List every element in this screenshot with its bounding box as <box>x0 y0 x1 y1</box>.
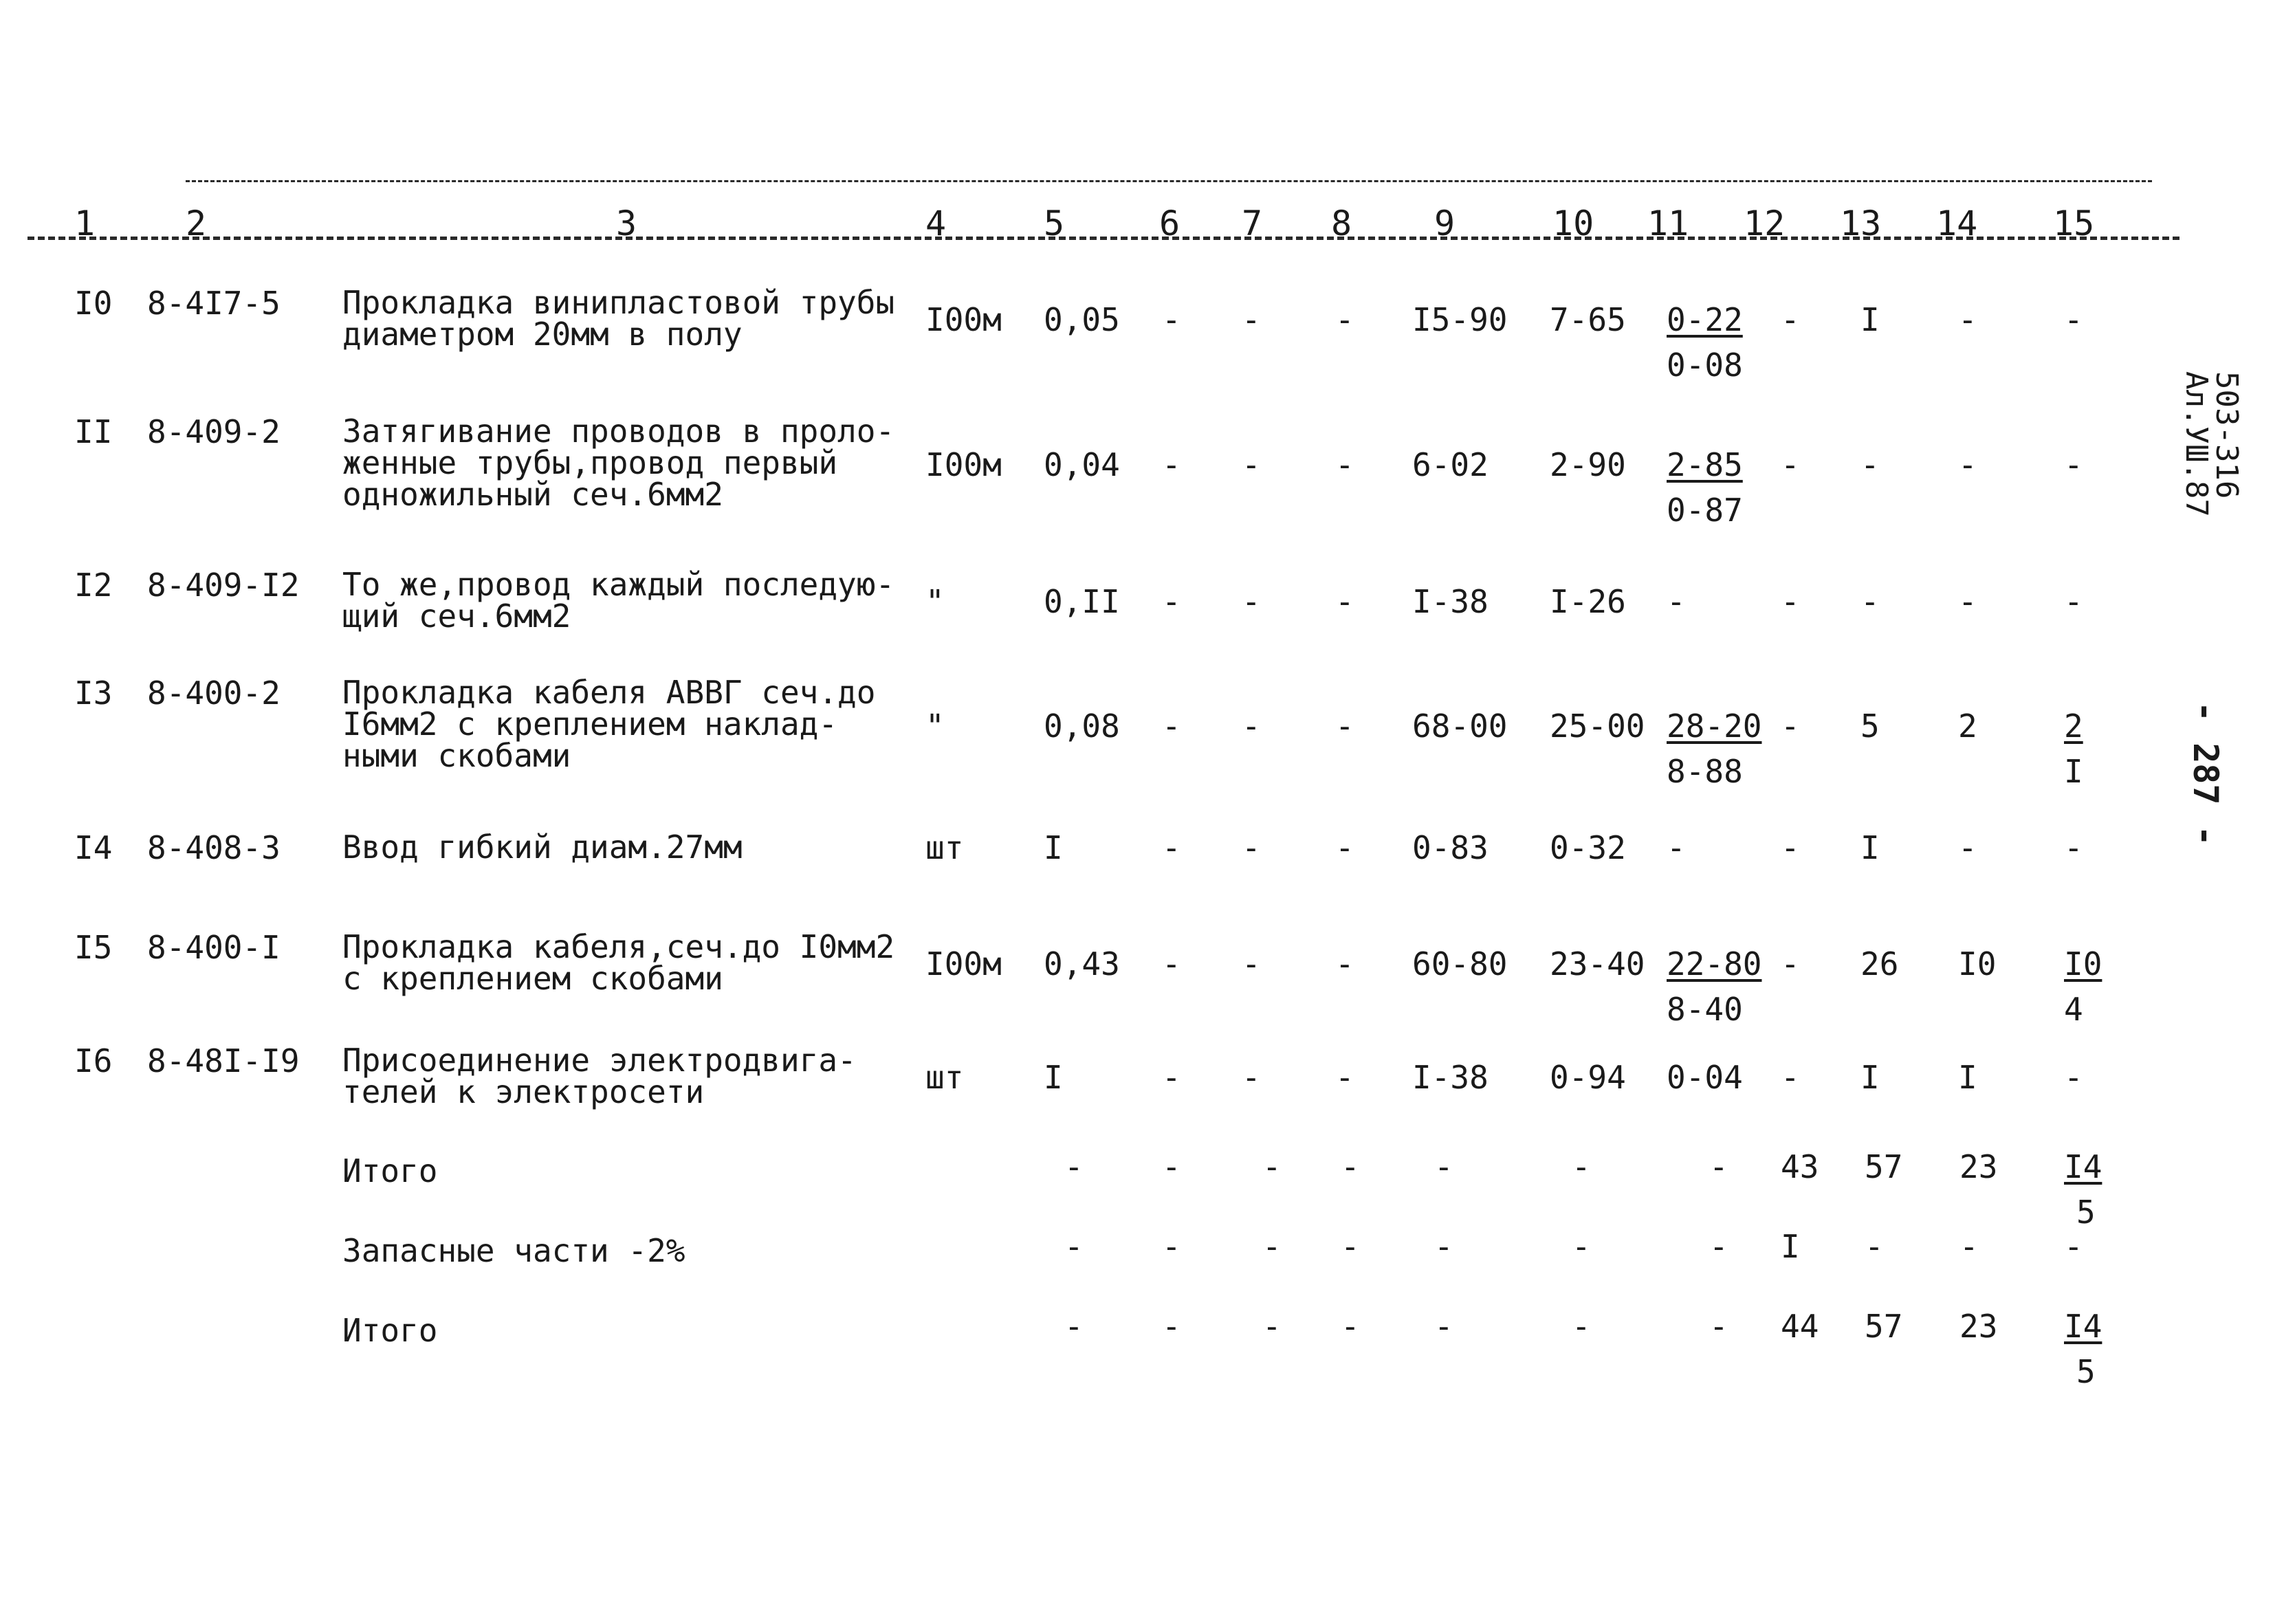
norm-code: 8-409-I2 <box>147 567 300 604</box>
cell-7: - <box>1242 707 1261 745</box>
total-cell-14: 23 <box>1959 1308 1998 1345</box>
cell-8: - <box>1335 1059 1354 1096</box>
cell-7: - <box>1242 583 1261 620</box>
total-label: Итого <box>342 1312 438 1349</box>
work-description: Прокладка кабеля,сеч.до I0мм2 <box>342 928 895 965</box>
col-header-2: 2 <box>186 204 207 243</box>
total-cell-15-bottom: 5 <box>2076 1353 2096 1390</box>
norm-code: 8-4I7-5 <box>147 285 281 322</box>
total-cell-9: - <box>1434 1228 1453 1265</box>
norm-code: 8-400-2 <box>147 674 281 712</box>
quantity: I <box>1044 829 1063 866</box>
col-header-5: 5 <box>1044 204 1065 243</box>
cell-9: 68-00 <box>1412 707 1508 745</box>
total-cell-12: I <box>1781 1228 1800 1265</box>
work-description: с креплением скобами <box>342 960 723 997</box>
top-rule <box>186 180 2152 182</box>
total-cell-13: - <box>1865 1228 1884 1265</box>
norm-code: 8-409-2 <box>147 413 281 450</box>
cell-10: 23-40 <box>1550 945 1645 983</box>
cell-12: - <box>1781 446 1800 483</box>
cell-14: I0 <box>1958 945 1997 983</box>
unit: " <box>925 707 945 745</box>
work-description: Присоединение электродвига- <box>342 1042 857 1079</box>
work-description: То же,провод каждый последую- <box>342 566 895 603</box>
cell-10: 0-94 <box>1550 1059 1626 1096</box>
cell-11-top: 0-22 <box>1667 301 1743 338</box>
col-header-8: 8 <box>1331 204 1352 243</box>
total-cell-9: - <box>1434 1148 1453 1185</box>
cell-14: I <box>1958 1059 1977 1096</box>
cell-12: - <box>1781 301 1800 338</box>
cell-8: - <box>1335 707 1354 745</box>
cell-13: 26 <box>1860 945 1899 983</box>
col-header-11: 11 <box>1647 204 1689 243</box>
total-cell-13: 57 <box>1865 1148 1903 1185</box>
col-header-6: 6 <box>1159 204 1181 243</box>
cell-9: 6-02 <box>1412 446 1489 483</box>
cell-7: - <box>1242 1059 1261 1096</box>
quantity: 0,43 <box>1044 945 1120 983</box>
total-cell-12: 44 <box>1781 1308 1819 1345</box>
work-description: Ввод гибкий диам.27мм <box>342 829 743 866</box>
total-cell-7: - <box>1262 1228 1282 1265</box>
page-number: - 287 - <box>2186 701 2226 846</box>
cell-6: - <box>1162 707 1181 745</box>
header-rule <box>28 237 2179 240</box>
cell-13: 5 <box>1860 707 1880 745</box>
work-description: I6мм2 с креплением наклад- <box>342 705 838 743</box>
total-cell-14: 23 <box>1959 1148 1998 1185</box>
cell-9: I-38 <box>1412 583 1489 620</box>
cell-6: - <box>1162 301 1181 338</box>
cell-11-bottom: 8-40 <box>1667 991 1743 1028</box>
cell-9: 0-83 <box>1412 829 1489 866</box>
total-cell-7: - <box>1262 1148 1282 1185</box>
cell-14: - <box>1958 829 1977 866</box>
total-label: Итого <box>342 1152 438 1189</box>
total-cell-13: 57 <box>1865 1308 1903 1345</box>
cell-13: I <box>1860 1059 1880 1096</box>
quantity: 0,05 <box>1044 301 1120 338</box>
cell-14: - <box>1958 446 1977 483</box>
total-cell-14: - <box>1959 1228 1979 1265</box>
quantity: 0,08 <box>1044 707 1120 745</box>
col-header-3: 3 <box>616 204 637 243</box>
norm-code: 8-400-I <box>147 929 281 966</box>
cell-11-bottom: 0-87 <box>1667 492 1743 529</box>
total-cell-8: - <box>1341 1148 1360 1185</box>
cell-15-bottom: 4 <box>2064 991 2083 1028</box>
cell-14: - <box>1958 583 1977 620</box>
total-cell-11: - <box>1709 1148 1728 1185</box>
total-cell-11: - <box>1709 1228 1728 1265</box>
cell-8: - <box>1335 829 1354 866</box>
total-cell-15-top: - <box>2064 1228 2083 1265</box>
cell-11-top: 0-04 <box>1667 1059 1743 1096</box>
col-header-15: 15 <box>2053 204 2095 243</box>
doc-ref-2: Ал.УШ.87 <box>2179 371 2214 517</box>
total-cell-15-top: I4 <box>2064 1148 2102 1185</box>
cell-10: 0-32 <box>1550 829 1626 866</box>
row-number: II <box>74 413 113 450</box>
cell-7: - <box>1242 829 1261 866</box>
cell-10: 7-65 <box>1550 301 1626 338</box>
cell-11-bottom: 0-08 <box>1667 347 1743 384</box>
cell-6: - <box>1162 829 1181 866</box>
col-header-12: 12 <box>1744 204 1786 243</box>
norm-code: 8-48I-I9 <box>147 1042 300 1079</box>
unit: I00м <box>925 945 1002 983</box>
cell-15-top: I0 <box>2064 945 2102 983</box>
cell-8: - <box>1335 583 1354 620</box>
cell-7: - <box>1242 301 1261 338</box>
col-header-4: 4 <box>925 204 947 243</box>
total-cell-5: - <box>1064 1308 1084 1345</box>
cell-13: - <box>1860 446 1880 483</box>
cell-15-top: - <box>2064 301 2083 338</box>
cell-6: - <box>1162 583 1181 620</box>
total-cell-11: - <box>1709 1308 1728 1345</box>
work-description: Затягивание проводов в проло- <box>342 413 895 450</box>
cell-10: 25-00 <box>1550 707 1645 745</box>
col-header-9: 9 <box>1434 204 1456 243</box>
cell-13: I <box>1860 301 1880 338</box>
total-cell-10: - <box>1572 1148 1591 1185</box>
total-cell-6: - <box>1162 1228 1181 1265</box>
work-description: одножильный сеч.6мм2 <box>342 476 723 513</box>
total-cell-8: - <box>1341 1308 1360 1345</box>
cell-11-top: - <box>1667 583 1686 620</box>
row-number: I5 <box>74 929 113 966</box>
work-description: Прокладка кабеля АВВГ сеч.до <box>342 674 876 711</box>
cell-10: I-26 <box>1550 583 1626 620</box>
cell-12: - <box>1781 1059 1800 1096</box>
row-number: I6 <box>74 1042 113 1079</box>
cell-6: - <box>1162 945 1181 983</box>
total-cell-5: - <box>1064 1148 1084 1185</box>
cell-12: - <box>1781 707 1800 745</box>
cell-11-bottom: 8-88 <box>1667 753 1743 790</box>
work-description: ными скобами <box>342 737 571 774</box>
quantity: 0,II <box>1044 583 1120 620</box>
total-cell-15-top: I4 <box>2064 1308 2102 1345</box>
doc-reference <box>2179 371 2244 517</box>
cell-9: I5-90 <box>1412 301 1508 338</box>
unit: шт <box>925 829 964 866</box>
work-description: диаметром 20мм в полу <box>342 316 743 353</box>
cell-12: - <box>1781 583 1800 620</box>
cell-7: - <box>1242 446 1261 483</box>
cell-8: - <box>1335 945 1354 983</box>
total-cell-5: - <box>1064 1228 1084 1265</box>
cell-14: - <box>1958 301 1977 338</box>
row-number: I4 <box>74 829 113 866</box>
cell-15-bottom: I <box>2064 753 2083 790</box>
doc-ref-1: 503-316 <box>2209 371 2244 499</box>
unit: I00м <box>925 446 1002 483</box>
total-cell-6: - <box>1162 1308 1181 1345</box>
cell-9: 60-80 <box>1412 945 1508 983</box>
cell-12: - <box>1781 945 1800 983</box>
cell-11-top: 22-80 <box>1667 945 1762 983</box>
quantity: 0,04 <box>1044 446 1120 483</box>
total-cell-7: - <box>1262 1308 1282 1345</box>
cell-6: - <box>1162 446 1181 483</box>
cell-12: - <box>1781 829 1800 866</box>
col-header-14: 14 <box>1936 204 1978 243</box>
unit: " <box>925 583 945 620</box>
cell-10: 2-90 <box>1550 446 1626 483</box>
cell-11-top: - <box>1667 829 1686 866</box>
col-header-13: 13 <box>1840 204 1882 243</box>
work-description: щий сеч.6мм2 <box>342 597 571 635</box>
col-header-1: 1 <box>74 204 96 243</box>
work-description: Прокладка винипластовой трубы <box>342 284 895 321</box>
total-cell-9: - <box>1434 1308 1453 1345</box>
cell-13: - <box>1860 583 1880 620</box>
cell-6: - <box>1162 1059 1181 1096</box>
total-cell-8: - <box>1341 1228 1360 1265</box>
unit: шт <box>925 1059 964 1096</box>
row-number: I0 <box>74 285 113 322</box>
cell-15-top: - <box>2064 446 2083 483</box>
work-description: женные трубы,провод первый <box>342 444 838 481</box>
cell-13: I <box>1860 829 1880 866</box>
cell-11-top: 2-85 <box>1667 446 1743 483</box>
total-cell-15-bottom: 5 <box>2076 1194 2096 1231</box>
col-header-10: 10 <box>1552 204 1594 243</box>
cell-14: 2 <box>1958 707 1977 745</box>
row-number: I3 <box>74 674 113 712</box>
norm-code: 8-408-3 <box>147 829 281 866</box>
col-header-7: 7 <box>1242 204 1263 243</box>
total-label: Запасные части -2% <box>342 1232 685 1269</box>
row-number: I2 <box>74 567 113 604</box>
cell-15-top: 2 <box>2064 707 2083 745</box>
cell-8: - <box>1335 446 1354 483</box>
total-cell-12: 43 <box>1781 1148 1819 1185</box>
quantity: I <box>1044 1059 1063 1096</box>
cell-7: - <box>1242 945 1261 983</box>
cell-15-top: - <box>2064 1059 2083 1096</box>
unit: I00м <box>925 301 1002 338</box>
cell-9: I-38 <box>1412 1059 1489 1096</box>
cell-11-top: 28-20 <box>1667 707 1762 745</box>
total-cell-10: - <box>1572 1308 1591 1345</box>
total-cell-6: - <box>1162 1148 1181 1185</box>
total-cell-10: - <box>1572 1228 1591 1265</box>
cell-15-top: - <box>2064 829 2083 866</box>
work-description: телей к электросети <box>342 1073 705 1110</box>
cell-15-top: - <box>2064 583 2083 620</box>
cell-8: - <box>1335 301 1354 338</box>
